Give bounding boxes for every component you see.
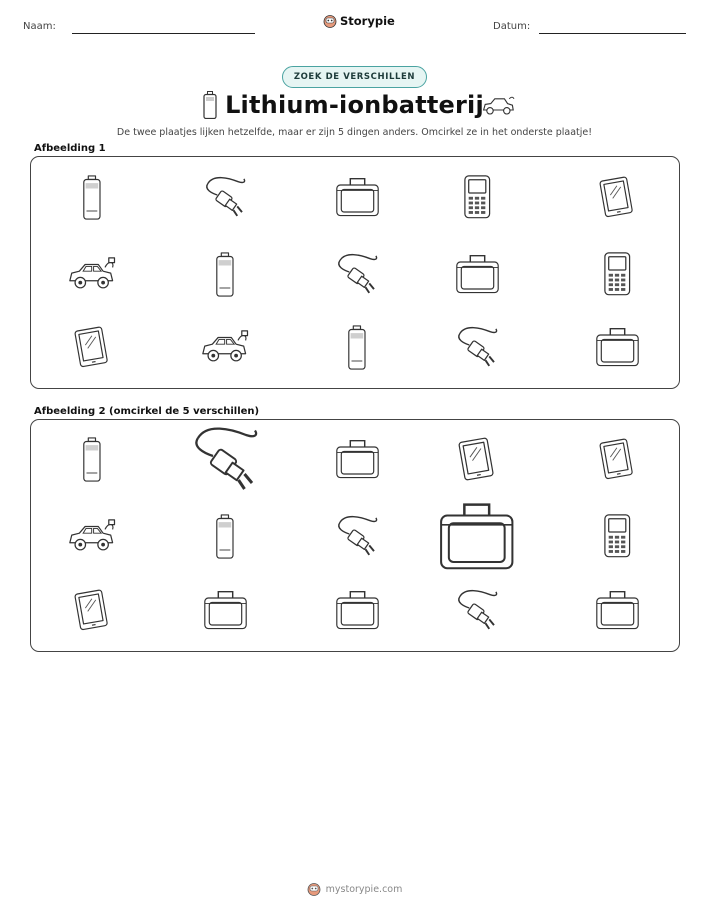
phone-icon <box>577 242 657 306</box>
lunchbox-icon[interactable] <box>185 578 265 642</box>
plug-icon <box>437 315 517 379</box>
worksheet-type-badge: ZOEK DE VERSCHILLEN <box>282 66 427 88</box>
name-label: Naam: <box>23 21 56 32</box>
storypie-mascot-icon <box>307 882 321 896</box>
battery-icon[interactable] <box>52 427 132 491</box>
battery-icon[interactable] <box>185 504 265 568</box>
lunchbox-icon <box>317 165 397 229</box>
plug-icon[interactable] <box>437 578 517 642</box>
plug-icon[interactable] <box>185 427 265 491</box>
car-title-icon <box>480 94 516 118</box>
lunchbox-icon[interactable] <box>577 578 657 642</box>
lunchbox-icon[interactable] <box>317 578 397 642</box>
instructions: De twee plaatjes lijken hetzelfde, maar er zijn 5 dingen anders. Omcirkel ze in het onderste plaatje! <box>116 127 593 138</box>
footer <box>0 882 709 896</box>
phone-icon <box>437 165 517 229</box>
battery-icon <box>185 242 265 306</box>
date-label: Datum: <box>493 21 531 32</box>
car-icon <box>52 242 132 306</box>
plug-icon[interactable] <box>317 504 397 568</box>
name-line[interactable] <box>72 33 255 34</box>
lunchbox-icon[interactable] <box>437 504 517 568</box>
picture2-label: Afbeelding 2 (omcirkel de 5 verschillen) <box>34 406 260 417</box>
car-icon <box>185 315 265 379</box>
lunchbox-icon[interactable] <box>317 427 397 491</box>
picture1-label: Afbeelding 1 <box>34 143 106 154</box>
tablet-icon[interactable] <box>437 427 517 491</box>
lunchbox-icon <box>577 315 657 379</box>
phone-icon[interactable] <box>577 504 657 568</box>
battery-icon <box>317 315 397 379</box>
storypie-mascot-icon <box>323 14 337 28</box>
brand-logo <box>323 14 395 28</box>
tablet-icon[interactable] <box>577 427 657 491</box>
tablet-icon <box>52 315 132 379</box>
brand-name: Storypie <box>340 14 395 28</box>
date-line[interactable] <box>539 33 686 34</box>
battery-icon <box>52 165 132 229</box>
plug-icon <box>185 165 265 229</box>
plug-icon <box>317 242 397 306</box>
page-title: Lithium-ionbatterij <box>225 91 484 119</box>
tablet-icon[interactable] <box>52 578 132 642</box>
lunchbox-icon <box>437 242 517 306</box>
car-icon[interactable] <box>52 504 132 568</box>
picture2-panel[interactable] <box>30 419 680 652</box>
tablet-icon <box>577 165 657 229</box>
footer-url: mystorypie.com <box>325 883 403 895</box>
picture1-panel <box>30 156 680 389</box>
